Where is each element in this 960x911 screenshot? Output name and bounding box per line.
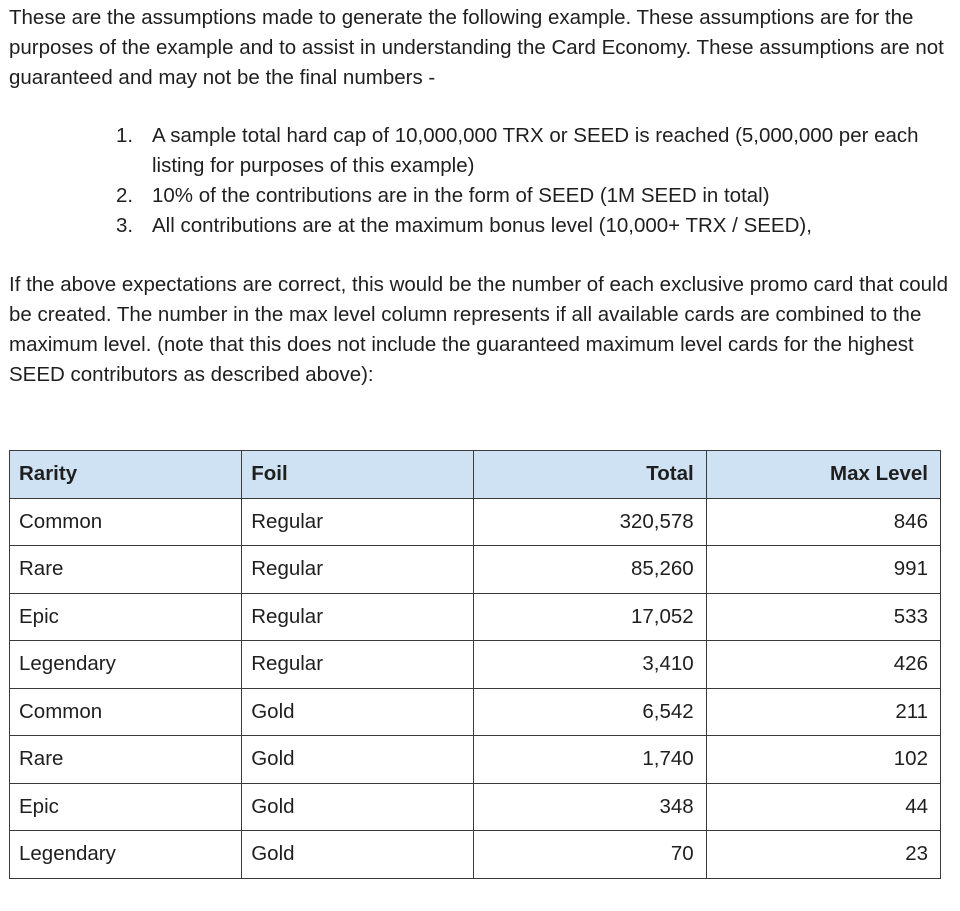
cell-total: 70 [474,831,706,879]
cell-rarity: Epic [10,783,242,831]
cell-foil: Gold [242,688,474,736]
table-row [10,641,941,689]
header-total: Total [474,451,706,499]
table-row [10,783,941,831]
cell-foil: Regular [242,546,474,594]
cell-rarity: Common [10,688,242,736]
cell-max-level: 991 [706,546,940,594]
assumption-text: All contributions are at the maximum bonus level (10,000+ TRX / SEED), [152,214,812,237]
cell-foil: Gold [242,736,474,784]
header-max-level: Max Level [706,451,940,499]
cell-foil: Regular [242,641,474,689]
cell-total: 17,052 [474,593,706,641]
assumptions-list [0,121,940,241]
description-paragraph: If the above expectations are correct, this would be the number of each exclusive promo card that could be created. The number in the max level column represents if all available cards are combined to the maximum level. (note that this does not include the guaranteed maximum level cards for the highest SEED contributors as described above): [9,273,948,386]
cell-rarity: Legendary [10,641,242,689]
cell-max-level: 846 [706,498,940,546]
table-row [10,688,941,736]
intro-paragraph: These are the assumptions made to generate the following example. These assumptions are for the purposes of the example and to assist in understanding the Card Economy. These assumptions are not guaranteed and may not be the final numbers - [9,6,944,89]
cell-total: 348 [474,783,706,831]
assumption-text: A sample total hard cap of 10,000,000 TRX or SEED is reached (5,000,000 per each listing for purposes of this example) [152,124,919,177]
assumption-number: 2. [116,184,134,207]
promo-card-table [9,450,941,879]
table-row [10,498,941,546]
cell-max-level: 102 [706,736,940,784]
table-header-row [10,451,941,499]
cell-foil: Regular [242,498,474,546]
assumption-text: 10% of the contributions are in the form of SEED (1M SEED in total) [152,184,770,207]
cell-rarity: Epic [10,593,242,641]
header-foil: Foil [242,451,474,499]
assumption-number: 3. [116,214,134,237]
table-row [10,546,941,594]
table-row [10,736,941,784]
table-row [10,593,941,641]
cell-foil: Gold [242,831,474,879]
assumption-number: 1. [116,124,134,147]
cell-total: 1,740 [474,736,706,784]
cell-max-level: 426 [706,641,940,689]
cell-total: 3,410 [474,641,706,689]
cell-total: 6,542 [474,688,706,736]
assumption-item [0,181,940,211]
cell-rarity: Common [10,498,242,546]
cell-rarity: Rare [10,736,242,784]
cell-total: 320,578 [474,498,706,546]
assumption-item [0,211,940,241]
table-row [10,831,941,879]
cell-total: 85,260 [474,546,706,594]
cell-rarity: Legendary [10,831,242,879]
cell-max-level: 533 [706,593,940,641]
cell-rarity: Rare [10,546,242,594]
header-rarity: Rarity [10,451,242,499]
cell-foil: Regular [242,593,474,641]
cell-foil: Gold [242,783,474,831]
cell-max-level: 23 [706,831,940,879]
assumption-item [0,121,940,181]
cell-max-level: 44 [706,783,940,831]
cell-max-level: 211 [706,688,940,736]
